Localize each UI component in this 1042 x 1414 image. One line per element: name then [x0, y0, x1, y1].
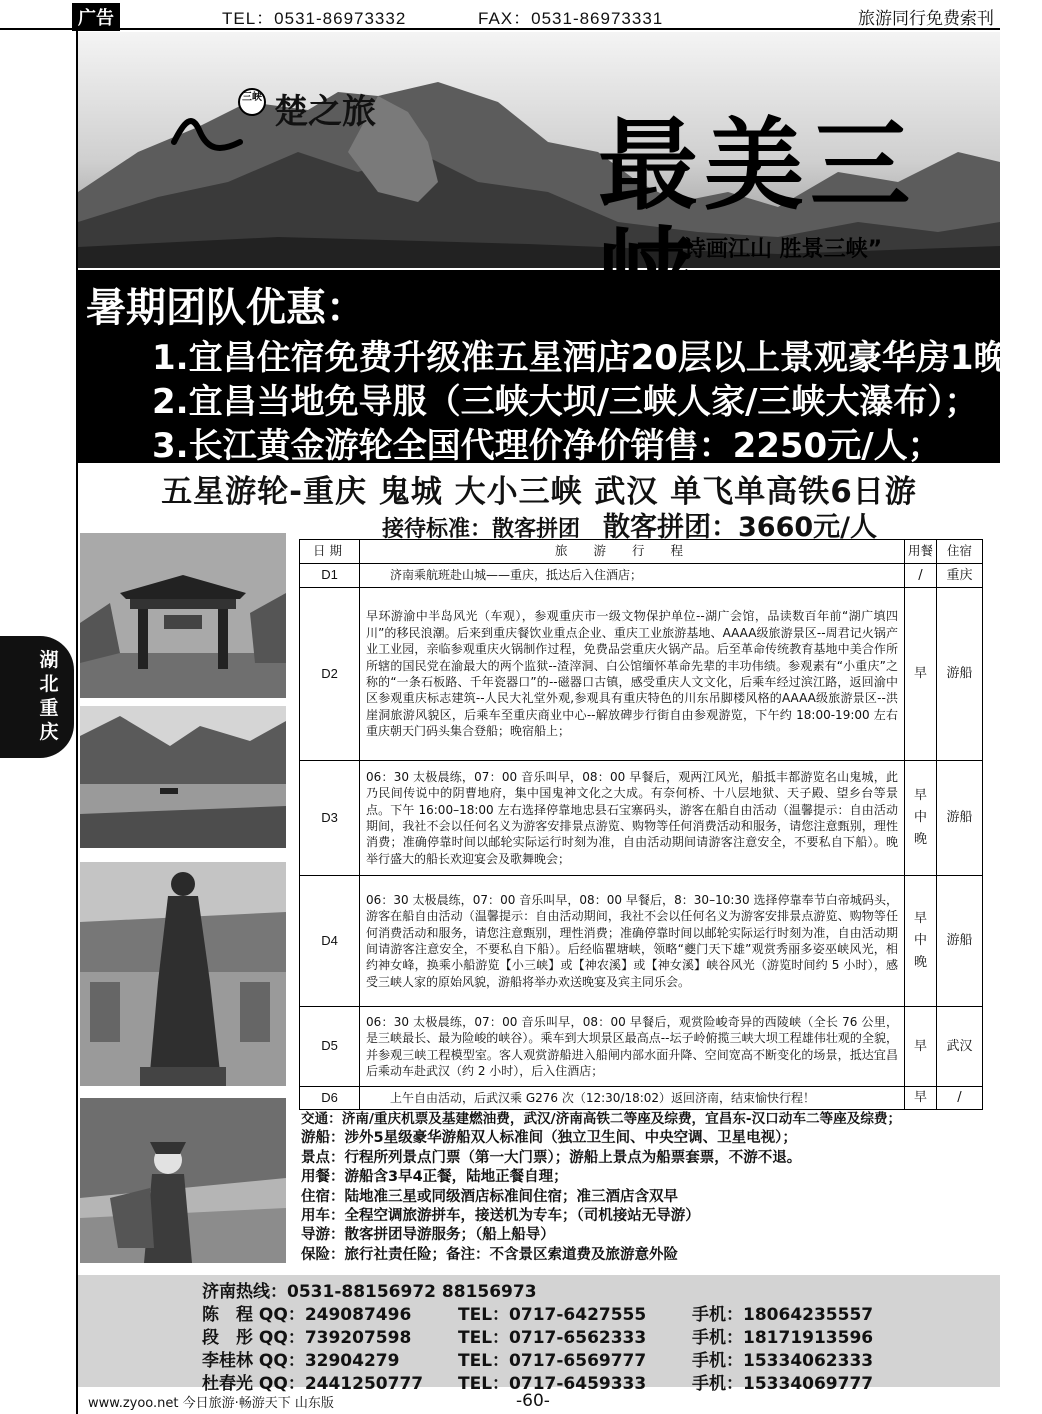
- contact-name: 陈 程 QQ：249087496: [202, 1305, 412, 1325]
- meal-cell: 早 中 晚: [905, 876, 937, 1007]
- note-cruise: 游船：涉外5星级豪华游船双人标准间（独立卫生间、中央空调、卫星电视）；: [301, 1130, 797, 1147]
- contact-tel: TEL：0717-6569777: [458, 1351, 647, 1371]
- page-number: -60-: [516, 1391, 550, 1411]
- contact-box: [78, 1275, 1000, 1394]
- meal-cell: 早: [905, 588, 937, 761]
- header-fax: FAX：0531-86973331: [478, 9, 664, 28]
- brand-logo: [174, 84, 394, 154]
- contact-mobile: 手机：15334069777: [692, 1374, 874, 1394]
- header-date: 日期: [300, 540, 360, 564]
- table-row: [300, 564, 983, 588]
- hero-title: 最美三: [598, 106, 916, 224]
- statue-photo: [80, 862, 286, 1086]
- promo-line: 3.长江黄金游轮全国代理价净价销售：2250元/人；: [152, 426, 942, 466]
- note-meals: 用餐：游船含3早4正餐，陆地正餐自理；: [301, 1169, 568, 1186]
- meal-cell: 早: [905, 1007, 937, 1087]
- stay-cell: 游船: [937, 761, 983, 876]
- stay-cell: /: [937, 1087, 983, 1110]
- promo-heading: 暑期团队优惠：: [86, 285, 366, 331]
- stay-cell: 武汉: [937, 1007, 983, 1087]
- desc-cell: 06：30 太极晨练，07：00 音乐叫早，08：00 早餐后，8：30–10:30 选择停靠奉节白帝城码头，游客在船自由活动（温馨提示：自由活动期间，我社不会以任何名义为游客安排景点游览、购物等任何消费活动和服务，请您注意甄别，理性消费；准确停靠时间以邮轮实际运行时刻为准，自由活动期间请游客注意安全，不要私自下船）。后经临瞿塘峡，领略“夔门天下雄”观赏秀丽多姿巫峡风光，相约神女峰，换乘小船游览【小三峡】或【神农溪】或【神女溪】峡谷风光（游览时间约 5 小时），感受三峡人家的原始风貌，游船将举办欢送晚宴及宾主同乐会。: [360, 876, 905, 1007]
- meal-cell: 早 中 晚: [905, 761, 937, 876]
- note-insurance: 保险：旅行社责任险；备注：不含景区索道费及旅游意外险: [301, 1246, 678, 1263]
- table-header-row: [300, 540, 983, 564]
- table-row: [300, 588, 983, 761]
- day-cell: D2: [300, 588, 360, 761]
- note-transport: 交通：济南/重庆机票及基建燃油费，武汉/济南高铁二等座及综费，宜昌东-汉口动车二等座及综费；: [301, 1111, 902, 1127]
- contact-tel: TEL：0717-6562333: [458, 1328, 647, 1348]
- table-row: [300, 761, 983, 876]
- header-tagline: 旅游同行免费索刊: [858, 9, 994, 29]
- note-sights: 景点：行程所列景点门票（第一大门票）；游船上景点为船票套票，不游不退。: [301, 1149, 802, 1166]
- header-itinerary: 旅游行程: [360, 540, 905, 564]
- contact-mobile: 手机：18171913596: [692, 1328, 874, 1348]
- header-stay: 住宿: [937, 540, 983, 564]
- day-cell: D4: [300, 876, 360, 1007]
- stay-cell: 游船: [937, 588, 983, 761]
- header-meal: 用餐: [905, 540, 937, 564]
- region-tab-label: 湖北重庆: [39, 649, 59, 743]
- day-cell: D3: [300, 761, 360, 876]
- promo-box: [78, 270, 1042, 466]
- desc-cell: 06：30 太极晨练，07：00 音乐叫早，08：00 早餐后，观两江风光，船抵丰都游览名山鬼城，此乃民间传说中的阴曹地府，集中国鬼神文化之大成。有奈何桥、十八层地狱、天子殿、望乡台等景点。下午 16:00–18:00 左右选择停靠地忠县石宝寨码头，游客在船自由活动（温馨提示：自由活动期间，我社不会以任何名义为游客安排景点游览、购物等任何消费活动和服务，请您注意甄别，理性消费；准确停靠时间以邮轮实际运行时刻为准，自由活动期间请游客注意安全，不要私自下船）。晚举行盛大的船长欢迎宴会及歌舞晚会；: [360, 761, 905, 876]
- desc-cell: 济南乘航班赴山城——重庆，抵达后入住酒店；: [360, 564, 905, 588]
- desc-cell: 早环游渝中半岛风光（车观），参观重庆市一级文物保护单位--湖广会馆，品读数百年前“湖广填四川”的移民浪潮。后来到重庆餐饮业重点企业、重庆工业旅游基地、AAAA级旅游景区--周君记火锅产业工业园，亲临参观重庆火锅制作过程，免费品尝重庆火锅产品。后至革命传统教育基地中美合作所所辖的国民党在渝最大的两个监狱--渣滓洞、白公馆缅怀革命先辈的丰功伟绩。参观素有“小重庆”之称的“一条石板路、千年瓷器口”的--磁器口古镇，感受重庆人文文化，后乘车经过滨江路，返回渝中区参观重庆标志建筑--人民大礼堂外观,参观具有重庆特色的川东吊脚楼风格的AAAA级旅游景区--洪崖洞旅游风貌区，后乘车至重庆商业中心--解放碑步行街自由参观游览，下午约 18:00-19:00 左右重庆朝天门码头集合登船；晚宿船上；: [360, 588, 905, 761]
- day-cell: D5: [300, 1007, 360, 1087]
- brand-seal: 三峡: [238, 88, 266, 116]
- ad-tag: 广告: [72, 3, 120, 31]
- tour-notes: [301, 1110, 999, 1265]
- footer-site: www.zyoo.net 今日旅游·畅游天下 山东版: [88, 1396, 334, 1411]
- contact-tel: TEL：0717-6427555: [458, 1305, 647, 1325]
- top-strip: [0, 0, 1000, 30]
- promo-line: 1.宜昌住宿免费升级准五星酒店20层以上景观豪华房1晚；: [152, 338, 1042, 378]
- meal-cell: /: [905, 564, 937, 588]
- region-tab: [0, 636, 74, 758]
- desc-cell: 06：30 太极晨练，07：00 音乐叫早，08：00 早餐后，观赏险峻奇异的西陵峡（全长 76 公里，是三峡最长、最为险峻的峡谷）。乘车到大坝景区最高点--坛子岭俯揽三峡大坝工程雄伟壮观的全貌，并参观三峡工程模型室。客人观赏游船进入船闸内部水面升降、空间宽高不断变化的场景，抵达宜昌后乘动车赴武汉（约 2 小时），后入住酒店；: [360, 1007, 905, 1087]
- route-title: 五星游轮-重庆 鬼城 大小三峡 武汉 单飞单高铁6日游: [161, 474, 917, 510]
- table-row: [300, 876, 983, 1007]
- contact-name: 段 彤 QQ：739207598: [202, 1328, 412, 1348]
- stay-cell: 游船: [937, 876, 983, 1007]
- table-row: [300, 1007, 983, 1087]
- standard-price: 散客拼团：3660元/人: [603, 512, 878, 543]
- stay-cell: 重庆: [937, 564, 983, 588]
- header-tel: TEL：0531-86973332: [222, 9, 407, 28]
- day-cell: D1: [300, 564, 360, 588]
- contact-mobile: 手机：15334062333: [692, 1351, 874, 1371]
- archway-photo: [80, 533, 286, 698]
- brush-stroke-icon: [170, 102, 250, 162]
- river-gorge-photo: [80, 706, 286, 848]
- ethnic-girl-photo: [80, 1098, 286, 1263]
- note-guide: 导游：散客拼团导游服务；（船上船导）: [301, 1227, 555, 1244]
- hotline: 济南热线：0531-88156972 88156973: [202, 1282, 537, 1302]
- contact-mobile: 手机：18064235557: [692, 1305, 874, 1325]
- contact-name: 李桂林 QQ：32904279: [202, 1351, 400, 1371]
- note-vehicle: 用车：全程空调旅游拼车，接送机为专车；（司机接站无导游）: [301, 1208, 700, 1225]
- itinerary-table: [299, 539, 983, 1110]
- note-lodging: 住宿：陆地准三星或同级酒店标准间住宿；准三酒店含双早: [301, 1188, 678, 1205]
- contact-tel: TEL：0717-6459333: [458, 1374, 647, 1394]
- hero-slogan: ——诗画江山 胜景三峡”: [640, 237, 883, 262]
- table-row: [300, 1087, 983, 1110]
- promo-line: 2.宜昌当地免导服（三峡大坝/三峡人家/三峡大瀑布）；: [152, 382, 979, 422]
- standard-label: 接待标准：散客拼团: [382, 517, 581, 542]
- meal-cell: 早: [905, 1087, 937, 1110]
- day-cell: D6: [300, 1087, 360, 1110]
- contact-name: 杜春光 QQ：2441250777: [202, 1374, 424, 1394]
- desc-cell: 上午自由活动，后武汉乘 G276 次（12:30/18:02）返回济南，结束愉快行程！: [360, 1087, 905, 1110]
- brand-name: 楚之旅: [274, 92, 376, 132]
